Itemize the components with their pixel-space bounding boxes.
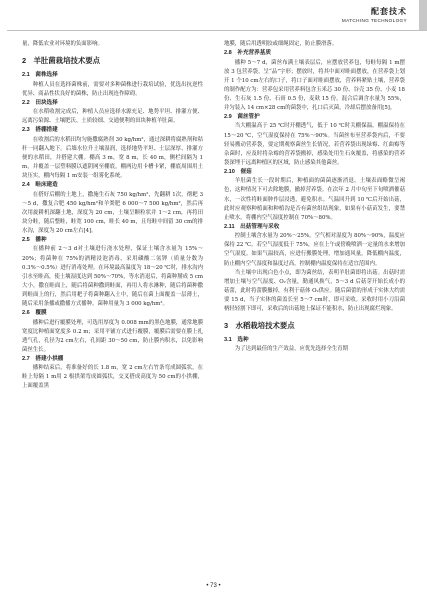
paragraph-2-10: 羊肚菌生长一段时期后，种植面的菌菌逐渐消退，土壤表面略微呈褐色，这种情况下可去除地膜，撤掉营养袋。在次年 2 月中旬至下旬喷洒催菇水，一次性将畦面肿作层浸透，避免积水。气温回升到 10 ℃后开始出菇，此时应观察种植面和种植沟是否有菌丝组结现象，如果有小菇苗发生，要禁止喷水，将棚内空气湿度控制在 70%～80%。 [224,178,405,221]
section-2-title: 2 羊肚菌栽培技术要点 [22,56,101,66]
subsection-2-8-title: 2.8 补充营养基质 [224,50,271,57]
paragraph-2-1: 种植人员在选择菌株前，需要对多种菌株进行栽培试验，优选出抗逆性优异、商品性状良好的菌株，防止出现连作障碍。 [22,81,203,97]
paragraph-2-9: 当大棚温高于 25 ℃时开棚透气，低于 10 ℃时关棚保温，棚温保持在 15～20 ℃，空气湿度保持在 75%～90%。当菌丝布至营养袋内后，不要轻易搬动营养袋，要定期观察菌丝生长情况，若营养袋出现绿霉、红曲霉等杂菌时，应及时将杂霉的营养袋搬掉，感染处用生石灰覆盖，将感染的营养袋深埋于远离种植区的区域，防止感染其他菌丝。 [224,123,405,166]
subsection-2-10-title: 2.10 催菇 [224,168,252,175]
subsection-2-4-title: 2.4 畦床建造 [22,182,58,189]
left-column [22,40,203,392]
paragraph-3-1: 为了达到最佳的生产效益，应优先选择全生育期 [234,346,349,353]
subsection-2-11-title: 2.11 出菇管理与采收 [224,223,280,230]
header-subtitle: MATCHING TECHNOLOGY [341,18,407,23]
right-column [224,40,405,355]
paragraph-2-7: 播种结束后，将准备好的长 1.8 m，宽 2 cm左右竹条弯成圆弧状，在畦上每隔 1 m用 2 根拱架弯成圆弧状，交叉搭成高度为 50 cm的小拱棚，上面覆盖黑 [22,365,203,390]
paragraph-2-3: 在收割后的水稻田均匀施撒腐熟剂 30 kg/hm²，通过深耕将腐熟剂和秸秆一同翻入地下。后墙水位升土壤湿润，选择地势平坦、土层深厚、排灌方便的水稻田，并搭建大棚。棚高 3 m，宽 8 m，长 40 m，侧栏间隔为 1 m，并覆盖一层塑料膜以遮阴网至棚底，棚两边用卡槽卡紧，棚底周围用土块压实，棚内每隔 1 m安装一组雾化系统。 [22,136,203,180]
section-3-title: 3 水稻栽培技术要点 [224,321,295,331]
page-header [247,0,407,23]
subsection-2-7-title: 2.7 搭建小拱棚 [22,355,64,362]
paragraph-2-11-b: 当土壤中出现白色小点，即为菌丝结，表明羊肚菌即将出菇。出菇时需增加土壤与空气湿度、O₂含量，勤通风换气，5～3 d 后菇芽开始长成小的菇蕾，此时将蕾膜撤掉，有利于菇体 O₂供应。随后菌蕾的形成于实体大约需要 15 d，当子实体的菌盖长至 5～7 cm时，即可采收。采收时用小刀沿菌柄轻轻割下即可，采收后的出菇地上保证不能积水，防止出现腐烂现象。 [224,269,405,312]
lead-paragraph: 量，降低农业对环境的负面影响。 [22,41,103,47]
subsection-2-9-title: 2.9 菌丝管护 [224,114,260,121]
page-number: • 73 • [206,583,221,589]
header-title: 配套技术 [371,6,407,16]
subsection-2-3-title: 2.3 搭棚措建 [22,127,58,134]
subsection-2-5-title: 2.5 播种 [22,237,47,244]
paragraph-2-2: 在水稻收割完成后，种植人员应选择水源充足、地势平坦、排灌方便、远离污染源、土壤肥沃、土质较细、交通便利的田块种植羊肚菌。 [22,109,203,125]
header-rule [7,30,427,31]
paragraph-2-4: 在搭好后棚的土地上，撒施生石灰 750 kg/hm²，先翻耕 1次，彻耙 3～5 d，撒复合肥 450 kg/hm²和羊粪肥 6 000～7 500 kg/hm²，然后再次用旋耕机深翻土地，深度为 20 cm，土壤呈颗粒状并 1～2 cm，再将田块分畦，随后整畦，畦宽 100 cm，畦长 40 m，且每畦中间留 30 cm的排水沟，深度为 20 cm左右[4]。 [22,191,203,234]
paragraph-2-5: 在播种前 2～3 d对土壤进行浇水处理，保证土壤含水量为 15%～20%；将菌种在 75%的酒精浸泡消毒，采用磷酸二氢钾（质量分数为 0.3%～0.5%）进行消毒处理。在环境最高温度为 18～20 ℃时，排水沟内引水至畦高，使土壤湿度达到 50%～70%，等水消退后，将菌种掰成 5 cm大小，撒在畦面上，随后将菌种撒到畦面，再用人将水淋种，随后将菌种撒到畦面上的行，然后用耙子将菌种翻入土中，随后在菌上面覆盖一层薄土，随后采用条播或撒播方式播种，菌种用量为 3 000 kg/hm²。 [22,246,203,307]
subsection-2-1-title: 2.1 菌株选择 [22,72,58,79]
subsection-2-6-title: 2.6 覆膜 [22,310,47,317]
paragraph-2-7-cont: 地膜，随后用透明胶或细绳固定，防止膜滑落。 [224,41,338,47]
subsection-3-1-title: 3.1 选种 [224,337,249,344]
header-accent-bar [419,0,427,30]
paragraph-2-11-a: 控制土壤含水量为 20%～25%，空气相对湿度为 80%～90%，温度应保持 22 ℃。若空气湿度低于 75%，应在上午或傍晚喷洒一定量的水来增加空气湿度。如果气温较高，应进行搬膜处理，增加通风量，降低棚内温度，防止棚内空气湿度和温度过高，控制棚内温度保持在适宜范围内。 [224,233,405,267]
paragraph-2-8: 播种 5～7 d，菌丝布满土壤表层后，应摆放营养包，每畦每隔 1 m摆放 3 包营养袋，呈“品”字形；摆放时，将其中面对畦面摆放，在营养袋上划开 1 个10 cm左右的口子，将口子面对畦面摆放，营养料紧贴土壤，营养袋的制作配方为：营养包采用营养料包含玉米芯 30 份、谷壳 35 份、小麦 18 份、生石灰 1.5 份、石膏 0.5 份，麦麸 15 份，混合后调含水量为 55%，并匀装入 14 cm×28 cm的菌袋中，扎口后灭菌，冷却后摆放备用[5]。 [224,59,405,111]
subsection-2-2-title: 2.2 田块选择 [22,99,58,106]
paragraph-2-6: 播种后进行覆膜处理，可选用厚度为 0.008 mm的黑色地膜，通常地膜宽度比种植面宽度多 0.2 m；采用平铺方式进行覆膜，覆膜后需要在膜上扎透气孔，孔径为2 cm左右，孔间距 30～50 cm，防止膜内积水，以免影响菌丝生长。 [22,319,203,353]
